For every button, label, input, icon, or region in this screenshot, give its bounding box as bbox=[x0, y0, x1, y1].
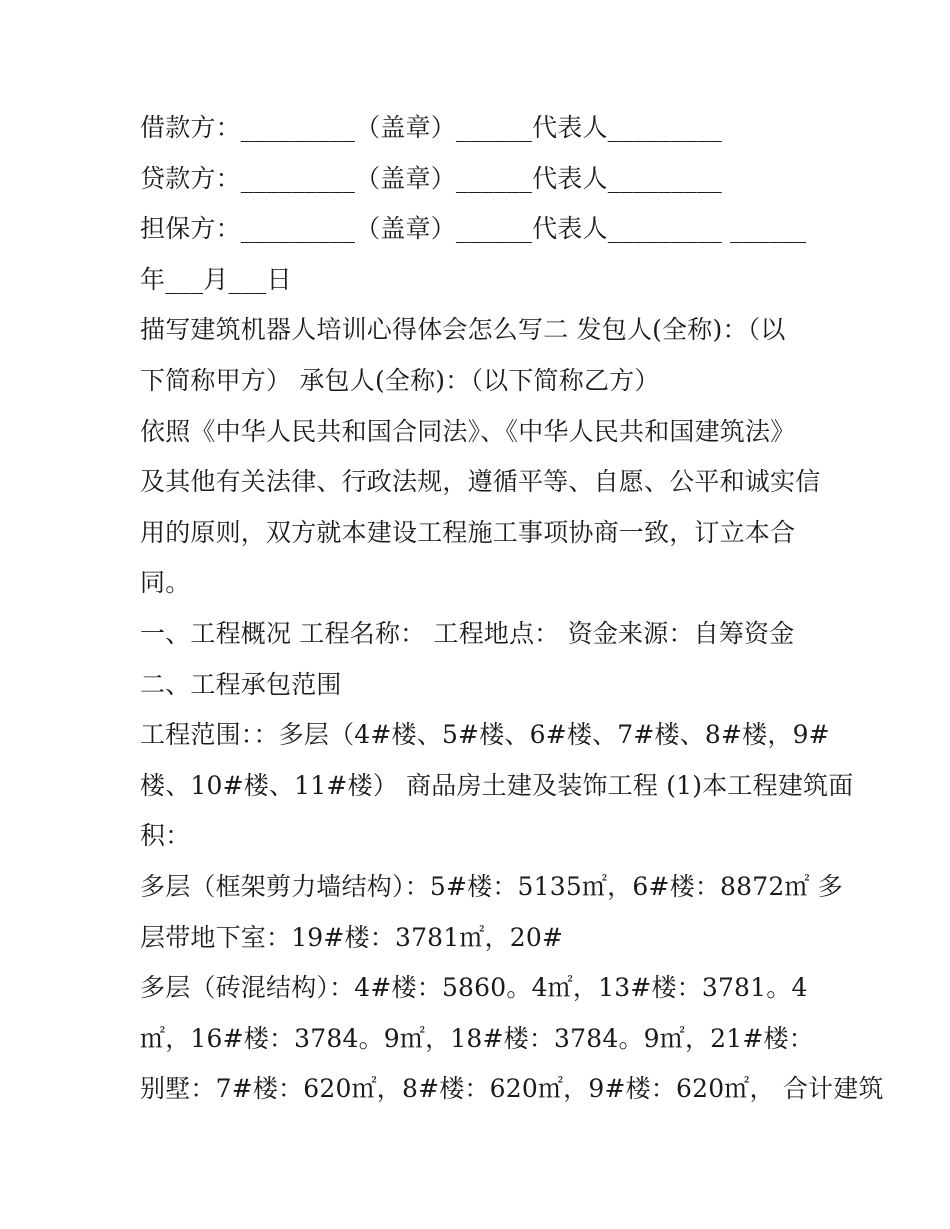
text-line: 工程范围：：多层（4#楼、5#楼、6#楼、7#楼、8#楼，9# bbox=[140, 720, 830, 750]
text-line-lender: 贷款方：_________（盖章）______代表人_________ bbox=[140, 163, 723, 193]
text-line: 依照《中华人民共和国合同法》、《中华人民共和国建筑法》 bbox=[140, 416, 796, 446]
text-line: 及其他有关法律、行政法规，遵循平等、自愿、公平和诚实信 bbox=[140, 467, 821, 497]
text-line-date: 年___月___日 bbox=[140, 264, 292, 294]
section-heading-contract-scope: 二、工程承包范围 bbox=[140, 669, 342, 699]
text-line: 下简称甲方） 承包人(全称)：（以下简称乙方） bbox=[140, 365, 660, 395]
text-line: 多层（砖混结构）：4#楼：5860。4㎡，13#楼：3781。4 bbox=[140, 973, 808, 1003]
document-body bbox=[140, 103, 884, 1115]
text-line: ㎡，16#楼：3784。9㎡，18#楼：3784。9㎡，21#楼： bbox=[140, 1023, 814, 1053]
text-line: 楼、10#楼、11#楼） 商品房土建及装饰工程 (1)本工程建筑面 bbox=[140, 770, 854, 800]
text-line: 用的原则，双方就本建设工程施工事项协商一致，订立本合 bbox=[140, 517, 796, 547]
text-line-borrower: 借款方：_________（盖章）______代表人_________ bbox=[140, 113, 723, 142]
text-line: 层带地下室：19#楼：3781㎡，20# bbox=[140, 922, 564, 952]
section-heading-project-overview: 一、工程概况 工程名称： 工程地点： 资金来源：自筹资金 bbox=[140, 618, 795, 648]
text-line: 同。 bbox=[140, 568, 191, 598]
text-line: 描写建筑机器人培训心得体会怎么写二 发包人(全称)：（以 bbox=[140, 315, 786, 345]
text-line: 别墅：7#楼：620㎡，8#楼：620㎡，9#楼：620㎡， 合计建筑 bbox=[140, 1074, 884, 1104]
text-line-guarantor: 担保方：_________（盖章）______代表人_________ ______ bbox=[140, 214, 807, 244]
text-line: 多层（框架剪力墙结构）：5#楼：5135㎡，6#楼：8872㎡ 多 bbox=[140, 871, 844, 901]
text-line: 积： bbox=[140, 821, 191, 851]
